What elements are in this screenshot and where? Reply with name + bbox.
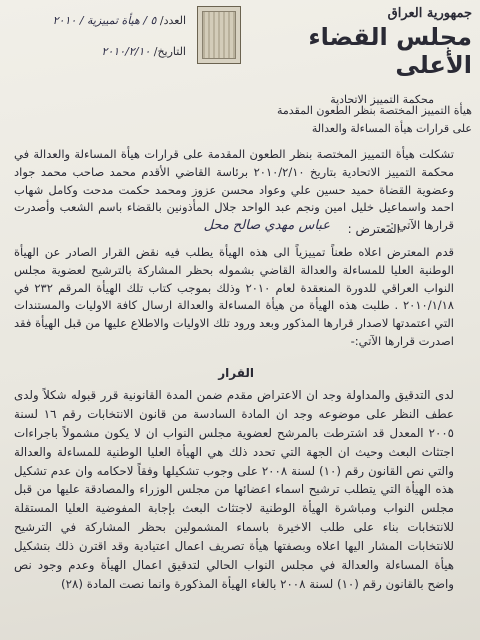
objector-label: المعترض : [347, 222, 400, 236]
date-label: التاريخ/ [153, 45, 186, 58]
decision-heading: القرار [218, 366, 254, 380]
reference-block [16, 14, 186, 76]
date-value: ٢٠١٠/٢/١٠ [101, 45, 151, 58]
letterhead [282, 6, 472, 106]
court-name: محكمة التمييز الاتحادية [330, 93, 434, 106]
country-name: جمهورية العراق [387, 6, 472, 21]
subheading-1: هيأة التمييز المختصة بنظر الطعون المقدمة [276, 104, 472, 117]
emblem-icon [197, 6, 241, 64]
number-value: ٥ / هيأة تمييزية / ٢٠١٠ [52, 14, 157, 27]
number-label: العدد/ [159, 14, 186, 27]
council-name: مجلس القضاء الأعلى [308, 23, 472, 79]
paragraph-formation: تشكلت هيأة التمييز المختصة بنظر الطعون المقدمة على قرارات هيأة المساءلة والعدالة في محكمة التمييز الاتحادية بتاريخ ٢٠١٠/٢/١٠ برئاسة القاضي الأقدم محمد صاحب محمد جواد وعضوية القضاة حميد حسين علي وعواد محسن عزوز ومحمد حكمت مدحت وكامل شهاب احمد واسماعيل خليل امين ونجم عبد الواحد جلال المأذونين بالقضاء باسم الشعب وأصدرت قرارها الآتي :- [14, 147, 454, 233]
paragraph-appeal: قدم المعترض اعلاه طعناً تمييزياً الى هذه الهيأة يطلب فيه نقض القرار الصادر عن الهيأة الوطنية العليا للمساءلة والعدالة القاضي بشموله بحظر المشاركة بالترشيح لعضوية مجلس النواب العراقي للدورة المنعقدة لعام ٢٠١٠ وذلك بموجب كتاب تلك الهيأة المرقم ٢٣٢ في ٢٠١٠/١/١٨ . طلبت هذه الهيأة من هيأة المساءلة والعدالة ارسال كافة الاوليات والمستندات التي اعتمدتها لاصدار قرارها المذكور وبعد ورود تلك الاوليات والاطلاع عليها من قبل الهيأة فقد اصدرت قرارها الآتي:- [14, 245, 454, 349]
reference-date [16, 45, 186, 58]
reference-number [16, 14, 186, 27]
paragraph-decision: لدى التدقيق والمداولة وجد ان الاعتراض مقدم ضمن المدة القانونية قرر قبوله شكلاً ولدى عطف النظر على موضوعه وجد ان المادة السادسة من قانون الانتخابات رقم ١٦ لسنة ٢٠٠٥ المعدل قد اشترطت بالمرشح لعضوية مجلس النواب ان لا يكون مشمولاً باجراءات اجتثاث البعث وحيث ان الجهة التي تحدد ذلك هي الهيأة العليا الوطنية للمساءلة والعدالة والتي نص القانون رقم (١٠) لسنة ٢٠٠٨ على وجوب تشكيلها وفقاً لاحكامه وان عدم تشكيل هذه الهيأة التي يتطلب ترشيح اسماء اعضائها من مجلس الوزراء والمصادقة عليها من قبل مجلس النواب ومباشرة الهيأة الوطنية لاجتثاث البعث بإجابة المفوضية العليا المستقلة للانتخابات بناء على طلب الاخيرة باسماء المشمولين بحظر المشاركة في الترشيح للانتخابات المشار اليها اعلاه وبصفتها هيأة تصريف اعمال اعتيادية وقد اقترن ذلك بتشكيل هيأة المساءلة والعدالة في مجلس النواب الحالي لتدقيق اعمال الهيأة وعدم وجود نص واضح بالقانون رقم (١٠) لسنة ٢٠٠٨ بالغاء الهيأة المذكورة وانما نصت المادة (٢٨) [14, 388, 454, 591]
subheading-2: على قرارات هيأة المساءلة والعدالة [311, 122, 472, 135]
objector-name: عباس مهدي صالح محل [203, 218, 330, 233]
